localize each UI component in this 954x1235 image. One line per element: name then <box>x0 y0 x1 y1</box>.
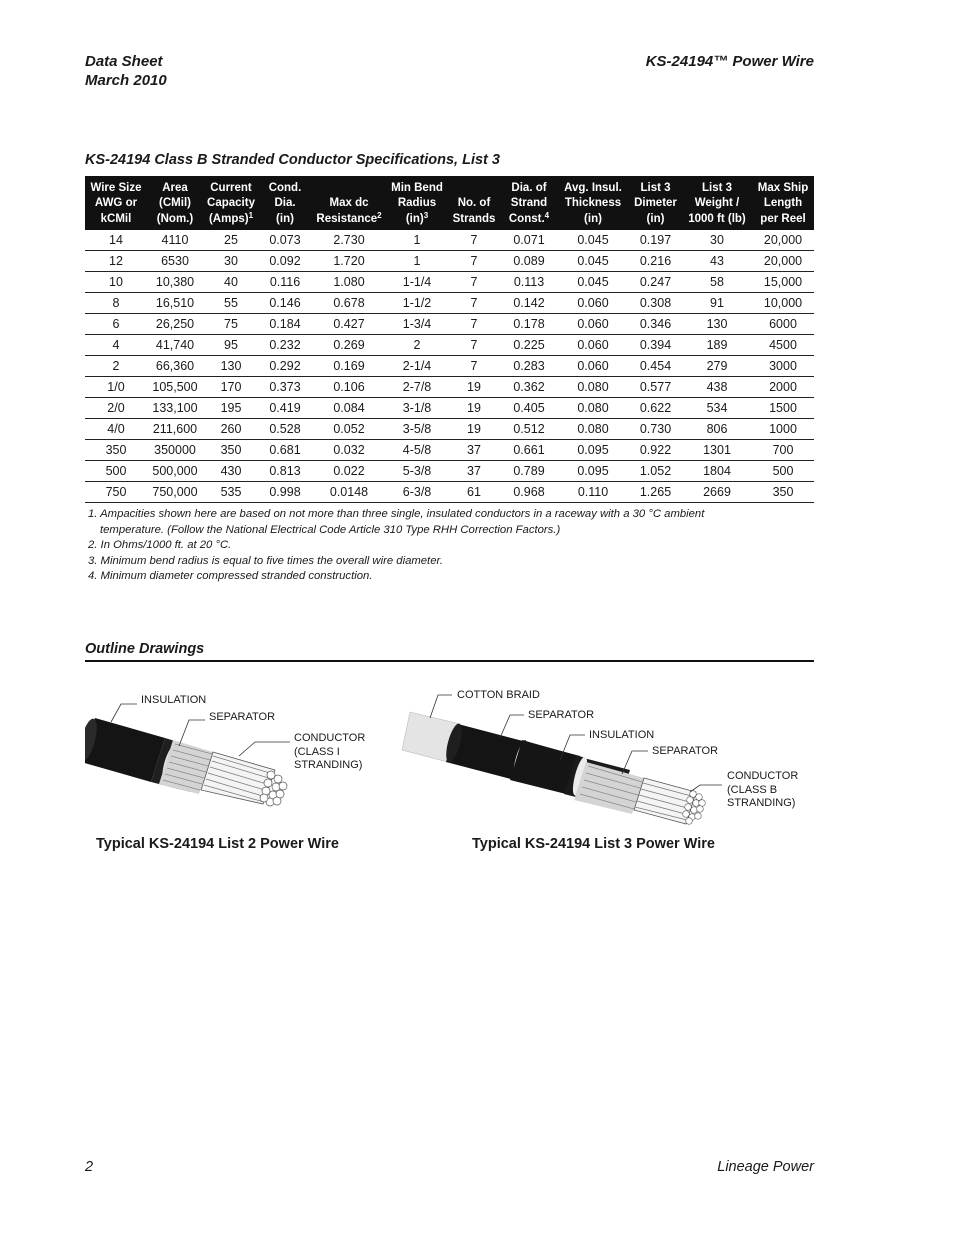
table-cell: 0.060 <box>557 335 629 356</box>
column-header-line: Dia. of <box>511 181 547 194</box>
table-row <box>85 482 814 503</box>
table-cell: 1.052 <box>629 461 682 482</box>
table-row <box>85 230 814 251</box>
table-cell: 8 <box>85 293 147 314</box>
table-cell: 7 <box>447 230 501 251</box>
table-cell: 20,000 <box>752 230 814 251</box>
column-header-line: (in) <box>405 212 424 225</box>
table-cell: 0.080 <box>557 419 629 440</box>
table-cell: 1-3/4 <box>387 314 447 335</box>
table-cell: 1.720 <box>311 251 387 272</box>
table-cell: 0.080 <box>557 398 629 419</box>
table-cell: 350000 <box>147 440 203 461</box>
table-cell: 0.071 <box>501 230 557 251</box>
list2-insulation-label: INSULATION <box>141 694 207 706</box>
table-cell: 40 <box>203 272 259 293</box>
table-cell: 37 <box>447 440 501 461</box>
table-cell: 75 <box>203 314 259 335</box>
table-cell: 806 <box>682 419 752 440</box>
table-cell: 350 <box>85 440 147 461</box>
table-cell: 2/0 <box>85 398 147 419</box>
page-number: 2 <box>85 1159 94 1175</box>
table-cell: 133,100 <box>147 398 203 419</box>
table-cell: 5-3/8 <box>387 461 447 482</box>
column-header-line: Min Bend <box>391 181 443 194</box>
table-cell: 438 <box>682 377 752 398</box>
list3-separator2-label: SEPARATOR <box>652 745 719 757</box>
table-cell: 0.060 <box>557 314 629 335</box>
table-cell: 25 <box>203 230 259 251</box>
table-cell: 500,000 <box>147 461 203 482</box>
table-cell: 0.730 <box>629 419 682 440</box>
table-cell: 0.045 <box>557 251 629 272</box>
table-cell: 0.116 <box>259 272 311 293</box>
table-cell: 4110 <box>147 230 203 251</box>
table-cell: 0.269 <box>311 335 387 356</box>
table-cell: 350 <box>752 482 814 503</box>
table-body <box>85 230 814 503</box>
column-header-line: per Reel <box>760 212 806 225</box>
table-cell: 1000 <box>752 419 814 440</box>
table-cell: 0.968 <box>501 482 557 503</box>
table-cell: 41,740 <box>147 335 203 356</box>
column-header <box>557 176 629 230</box>
table-cell: 105,500 <box>147 377 203 398</box>
table-cell: 130 <box>682 314 752 335</box>
table-cell: 55 <box>203 293 259 314</box>
footnote-ref: 4 <box>544 210 550 220</box>
table-cell: 0.110 <box>557 482 629 503</box>
table-cell: 0.247 <box>629 272 682 293</box>
table-cell: 0.216 <box>629 251 682 272</box>
list3-conductor-l1: CONDUCTOR <box>727 770 799 782</box>
table-cell: 1804 <box>682 461 752 482</box>
table-cell: 0.922 <box>629 440 682 461</box>
table-cell: 0.394 <box>629 335 682 356</box>
column-header <box>501 176 557 230</box>
table-cell: 58 <box>682 272 752 293</box>
table-cell: 1 <box>387 230 447 251</box>
table-cell: 4500 <box>752 335 814 356</box>
table-cell: 0.813 <box>259 461 311 482</box>
column-header <box>682 176 752 230</box>
table-cell: 7 <box>447 335 501 356</box>
column-header-line: (Amps) <box>208 212 249 225</box>
column-header-line: Strands <box>452 212 496 225</box>
column-header <box>85 176 147 230</box>
list2-conductor-l2: (CLASS I <box>294 745 340 758</box>
table-cell: 130 <box>203 356 259 377</box>
company-name: Lineage Power <box>717 1159 814 1175</box>
table-cell: 66,360 <box>147 356 203 377</box>
column-header-line: kCMil <box>100 212 132 225</box>
table-cell: 4-5/8 <box>387 440 447 461</box>
column-header-line: Resistance <box>316 212 378 225</box>
table-cell: 0.197 <box>629 230 682 251</box>
table-cell: 0.142 <box>501 293 557 314</box>
table-cell: 0.045 <box>557 230 629 251</box>
table-cell: 2-1/4 <box>387 356 447 377</box>
table-cell: 0.362 <box>501 377 557 398</box>
table-cell: 350 <box>203 440 259 461</box>
list2-conductor-l1: CONDUCTOR <box>294 732 366 744</box>
table-cell: 1-1/2 <box>387 293 447 314</box>
table-cell: 2 <box>85 356 147 377</box>
column-header-line: Thickness <box>564 197 622 209</box>
table-row <box>85 293 814 314</box>
table-cell: 4/0 <box>85 419 147 440</box>
table-cell: 700 <box>752 440 814 461</box>
table-cell: 195 <box>203 398 259 419</box>
list2-conductor-l3: STRANDING) <box>294 759 363 771</box>
table-cell: 0.998 <box>259 482 311 503</box>
table-cell: 6-3/8 <box>387 482 447 503</box>
table-cell: 2.730 <box>311 230 387 251</box>
column-header <box>752 176 814 230</box>
list3-separator1-label: SEPARATOR <box>528 709 595 721</box>
table-cell: 0.095 <box>557 461 629 482</box>
table-cell: 0.405 <box>501 398 557 419</box>
table-cell: 15,000 <box>752 272 814 293</box>
table-cell: 1-1/4 <box>387 272 447 293</box>
table-cell: 0.373 <box>259 377 311 398</box>
column-header-line: Radius <box>397 197 437 209</box>
column-header <box>311 176 387 230</box>
table-cell: 0.308 <box>629 293 682 314</box>
table-cell: 6530 <box>147 251 203 272</box>
table-cell: 19 <box>447 419 501 440</box>
table-cell: 0.045 <box>557 272 629 293</box>
table-cell: 0.146 <box>259 293 311 314</box>
column-header <box>629 176 682 230</box>
table-cell: 20,000 <box>752 251 814 272</box>
footnote-ref: 3 <box>423 210 429 220</box>
table-cell: 1500 <box>752 398 814 419</box>
table-cell: 0.283 <box>501 356 557 377</box>
table-cell: 16,510 <box>147 293 203 314</box>
column-header <box>387 176 447 230</box>
table-cell: 2669 <box>682 482 752 503</box>
table-row <box>85 398 814 419</box>
table-cell: 0.678 <box>311 293 387 314</box>
column-header-line: Cond. <box>268 181 302 194</box>
table-cell: 7 <box>447 251 501 272</box>
table-cell: 10,380 <box>147 272 203 293</box>
table-row <box>85 377 814 398</box>
table-row <box>85 335 814 356</box>
table-cell: 3-5/8 <box>387 419 447 440</box>
column-header <box>203 176 259 230</box>
column-header-line: AWG or <box>94 197 138 209</box>
spec-table <box>85 176 814 503</box>
table-cell: 0.232 <box>259 335 311 356</box>
list2-separator-label: SEPARATOR <box>209 711 276 723</box>
column-header-line: Strand <box>510 197 548 209</box>
column-header-line: (Nom.) <box>156 212 194 225</box>
table-cell: 0.427 <box>311 314 387 335</box>
list3-conductor-label <box>727 770 798 811</box>
doc-type: Data Sheet <box>85 53 163 70</box>
table-cell: 1.265 <box>629 482 682 503</box>
table-cell: 6 <box>85 314 147 335</box>
table-cell: 500 <box>85 461 147 482</box>
table-cell: 0.454 <box>629 356 682 377</box>
table-cell: 0.789 <box>501 461 557 482</box>
table-cell: 0.060 <box>557 293 629 314</box>
table-cell: 2 <box>387 335 447 356</box>
outline-title: Outline Drawings <box>85 641 205 657</box>
doc-type-label <box>85 52 167 90</box>
list3-caption: Typical KS-24194 List 3 Power Wire <box>472 836 715 852</box>
table-cell: 0.225 <box>501 335 557 356</box>
column-header-line: Dia. <box>274 197 296 209</box>
table-row <box>85 440 814 461</box>
column-header-line: Wire Size <box>90 181 142 194</box>
note-3: 3. Minimum bend radius is equal to five times the overall wire diameter. <box>88 554 443 567</box>
table-cell: 2-7/8 <box>387 377 447 398</box>
table-cell: 30 <box>203 251 259 272</box>
column-header <box>259 176 311 230</box>
column-header-line: Area <box>162 181 188 194</box>
table-cell: 0.113 <box>501 272 557 293</box>
table-cell: 430 <box>203 461 259 482</box>
list2-conductor-label <box>294 732 365 773</box>
column-header-line: 1000 ft (lb) <box>688 212 746 225</box>
table-row <box>85 314 814 335</box>
table-cell: 279 <box>682 356 752 377</box>
column-header-line: (CMil) <box>159 197 191 209</box>
table-row <box>85 272 814 293</box>
note-2: 2. In Ohms/1000 ft. at 20 °C. <box>88 539 232 552</box>
column-header-line: (in) <box>646 212 665 225</box>
table-cell: 0.169 <box>311 356 387 377</box>
table-cell: 19 <box>447 398 501 419</box>
column-header-line: Length <box>763 197 803 209</box>
table-cell: 4 <box>85 335 147 356</box>
table-cell: 6000 <box>752 314 814 335</box>
list2-insulation-shape <box>85 718 165 782</box>
column-header-line: List 3 <box>640 181 671 194</box>
table-cell: 750 <box>85 482 147 503</box>
table-cell: 7 <box>447 293 501 314</box>
table-cell: 0.092 <box>259 251 311 272</box>
list2-caption: Typical KS-24194 List 2 Power Wire <box>96 836 339 852</box>
table-cell: 0.022 <box>311 461 387 482</box>
table-cell: 0.184 <box>259 314 311 335</box>
table-cell: 7 <box>447 272 501 293</box>
column-header-line: Max dc <box>329 197 369 209</box>
table-cell: 12 <box>85 251 147 272</box>
list3-insulation-label: INSULATION <box>589 729 655 741</box>
table-row <box>85 461 814 482</box>
table-cell: 0.292 <box>259 356 311 377</box>
table-cell: 1/0 <box>85 377 147 398</box>
list3-braid-label: COTTON BRAID <box>457 689 540 701</box>
table-cell: 0.178 <box>501 314 557 335</box>
column-header-line: (in) <box>584 212 602 225</box>
table-cell: 211,600 <box>147 419 203 440</box>
doc-date: March 2010 <box>85 72 167 89</box>
column-header-line: Current <box>210 181 252 194</box>
table-cell: 10,000 <box>752 293 814 314</box>
column-header-line: Const. <box>508 212 545 225</box>
table-cell: 0.084 <box>311 398 387 419</box>
section-divider <box>85 660 814 662</box>
table-cell: 14 <box>85 230 147 251</box>
table-cell: 26,250 <box>147 314 203 335</box>
table-cell: 0.080 <box>557 377 629 398</box>
column-header-line: Dimeter <box>634 197 677 209</box>
column-header <box>447 176 501 230</box>
table-title: KS-24194 Class B Stranded Conductor Specifications, List 3 <box>85 152 500 168</box>
table-cell: 535 <box>203 482 259 503</box>
table-cell: 0.060 <box>557 356 629 377</box>
table-cell: 0.089 <box>501 251 557 272</box>
note-4: 4. Minimum diameter compressed stranded construction. <box>88 570 373 583</box>
table-header-row <box>85 176 814 230</box>
column-header-line: Avg. Insul. <box>564 181 622 194</box>
table-cell: 43 <box>682 251 752 272</box>
table-row <box>85 251 814 272</box>
table-cell: 0.032 <box>311 440 387 461</box>
column-header <box>147 176 203 230</box>
table-cell: 19 <box>447 377 501 398</box>
table-cell: 1.080 <box>311 272 387 293</box>
footnote-ref: 2 <box>377 210 382 220</box>
table-cell: 0.095 <box>557 440 629 461</box>
table-cell: 260 <box>203 419 259 440</box>
table-cell: 1301 <box>682 440 752 461</box>
column-header-line: List 3 <box>701 181 733 194</box>
table-cell: 1 <box>387 251 447 272</box>
column-header-line: No. of <box>457 197 491 209</box>
column-header-line: Max Ship <box>757 181 809 194</box>
list3-conductor-l3: STRANDING) <box>727 797 796 809</box>
table-cell: 3-1/8 <box>387 398 447 419</box>
table-cell: 10 <box>85 272 147 293</box>
table-cell: 3000 <box>752 356 814 377</box>
note-1-cont: temperature. (Follow the National Electrical Code Article 310 Type RHH Correction Factors.) <box>100 523 561 536</box>
table-cell: 0.528 <box>259 419 311 440</box>
table-cell: 0.512 <box>501 419 557 440</box>
table-cell: 0.106 <box>311 377 387 398</box>
table-cell: 0.661 <box>501 440 557 461</box>
table-cell: 2000 <box>752 377 814 398</box>
table-cell: 170 <box>203 377 259 398</box>
table-cell: 91 <box>682 293 752 314</box>
table-row <box>85 356 814 377</box>
column-header-line: (in) <box>276 212 294 225</box>
table-cell: 30 <box>682 230 752 251</box>
table-cell: 500 <box>752 461 814 482</box>
table-cell: 0.622 <box>629 398 682 419</box>
table-cell: 95 <box>203 335 259 356</box>
footnote-ref: 1 <box>248 210 254 220</box>
table-cell: 750,000 <box>147 482 203 503</box>
table-cell: 7 <box>447 314 501 335</box>
table-cell: 0.577 <box>629 377 682 398</box>
table-cell: 189 <box>682 335 752 356</box>
table-cell: 0.0148 <box>311 482 387 503</box>
table-cell: 0.346 <box>629 314 682 335</box>
table-cell: 7 <box>447 356 501 377</box>
table-cell: 0.052 <box>311 419 387 440</box>
table-row <box>85 419 814 440</box>
table-cell: 37 <box>447 461 501 482</box>
column-header-line: Weight / <box>694 197 740 209</box>
table-cell: 534 <box>682 398 752 419</box>
table-cell: 0.073 <box>259 230 311 251</box>
table-cell: 61 <box>447 482 501 503</box>
product-title: KS-24194™ Power Wire <box>645 53 814 70</box>
list3-conductor-l2: (CLASS B <box>727 783 778 796</box>
table-notes <box>88 507 808 585</box>
table-cell: 0.419 <box>259 398 311 419</box>
note-1: 1. Ampacities shown here are based on not more than three single, insulated conductors in a raceway with a 30 °C ambient <box>88 508 705 520</box>
column-header-line: Capacity <box>207 197 255 209</box>
table-cell: 0.681 <box>259 440 311 461</box>
